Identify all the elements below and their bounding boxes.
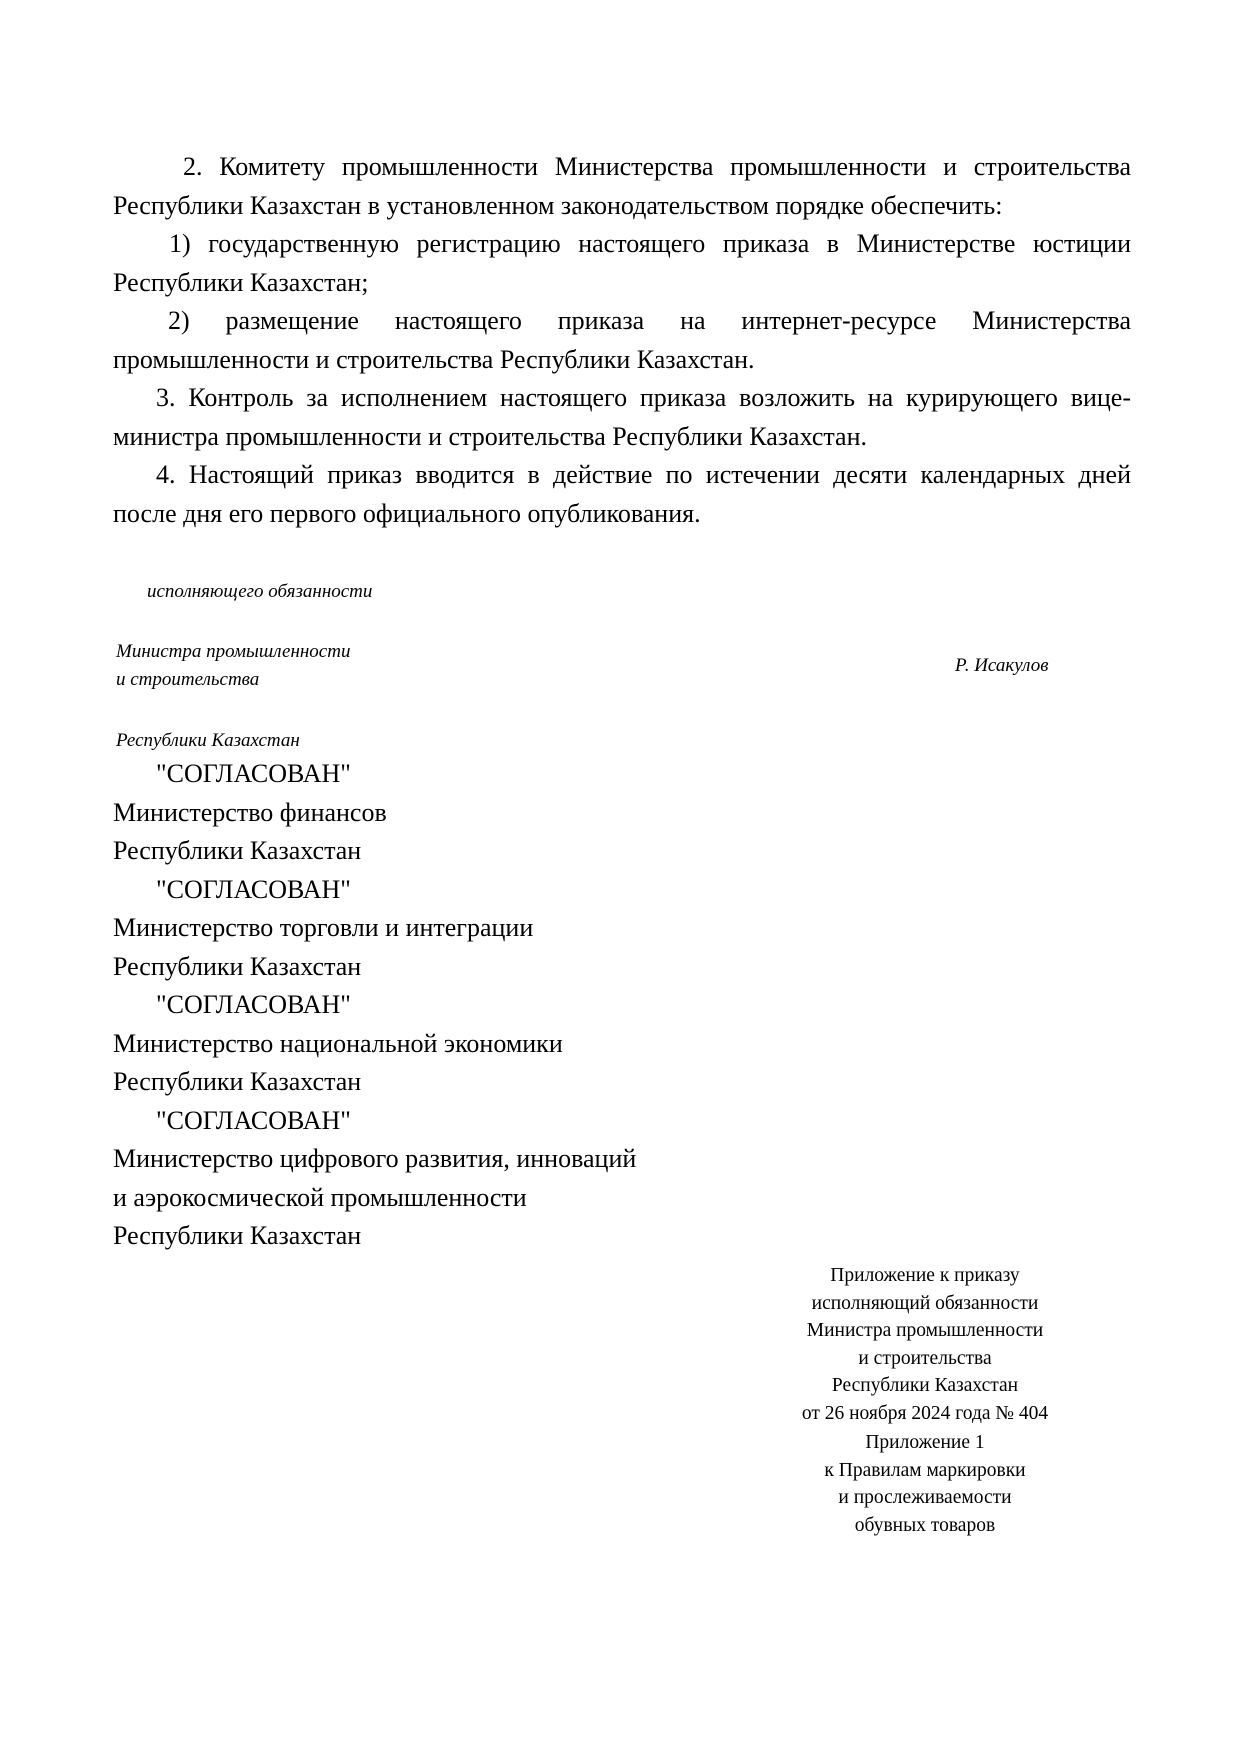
approval-ministry-line: Министерство цифрового развития, инноваций [113, 1144, 637, 1173]
appendix-line: обувных товаров [854, 1514, 996, 1536]
signatory-name: Р. Исакулов [955, 655, 1049, 676]
approval-stamp: "СОГЛАСОВАН" [156, 759, 351, 788]
appendix-line: и строительства [858, 1347, 992, 1369]
appendix-line: исполняющий обязанности [811, 1292, 1039, 1314]
appendix-line: Приложение к приказу [830, 1265, 1020, 1286]
appendix-line: от 26 ноября 2024 года № 404 [801, 1402, 1049, 1424]
approval-ministry-line: Республики Казахстан [113, 951, 362, 981]
appendix-line: к Правилам маркировки [824, 1459, 1026, 1481]
appendix-line: Приложение 1 [865, 1432, 985, 1453]
appendix-line: Министра промышленности [806, 1320, 1044, 1341]
approval-ministry-line: и аэрокосмической промышленности [113, 1182, 527, 1212]
approval-stamp: "СОГЛАСОВАН" [156, 874, 351, 904]
appendix-line: и прослеживаемости [838, 1487, 1012, 1508]
paragraph-2-item-2: 2) размещение настоящего приказа на интернет-ресурсе Министерства промышленности и строительства Республики Казахстан. [113, 306, 1131, 374]
approval-stamp: "СОГЛАСОВАН" [156, 1105, 351, 1135]
paragraph-3: 3. Контроль за исполнением настоящего приказа возложить на курирующего вице-министра промышленности и строительства Республики Казахстан. [113, 383, 1131, 451]
signature-position-line-2: Министра промышленности [116, 641, 351, 662]
paragraph-2: 2. Комитету промышленности Министерства промышленности и строительства Республики Казахстан в установленном законодательством порядке обеспечить: [113, 152, 1131, 220]
approval-ministry-line: Министерство торговли и интеграции [113, 913, 534, 942]
approval-ministry-line: Республики Казахстан [113, 1067, 362, 1096]
order-body [113, 148, 1131, 533]
appendix-line: Республики Казахстан [831, 1375, 1019, 1396]
appendix-order-reference [760, 1262, 1090, 1427]
approvals-block [113, 755, 636, 1256]
paragraph-2-item-1: 1) государственную регистрацию настоящего приказа в Министерстве юстиции Республики Казахстан; [113, 229, 1131, 297]
approval-ministry-line: Республики Казахстан [113, 836, 362, 865]
approval-ministry-line: Республики Казахстан [113, 1221, 362, 1250]
paragraph-4: 4. Настоящий приказ вводится в действие по истечении десяти календарных дней после дня его первого официального опубликования. [113, 460, 1131, 528]
approval-ministry-line: Министерство финансов [113, 797, 387, 827]
signature-position-line-3: и строительства [116, 669, 260, 690]
signature-position-line-1: исполняющего обязанности [147, 581, 373, 602]
approval-stamp: "СОГЛАСОВАН" [156, 990, 351, 1019]
approval-ministry-line: Министерство национальной экономики [113, 1028, 563, 1058]
appendix-rules-reference [760, 1429, 1090, 1539]
signature-position-line-4: Республики Казахстан [116, 730, 300, 751]
